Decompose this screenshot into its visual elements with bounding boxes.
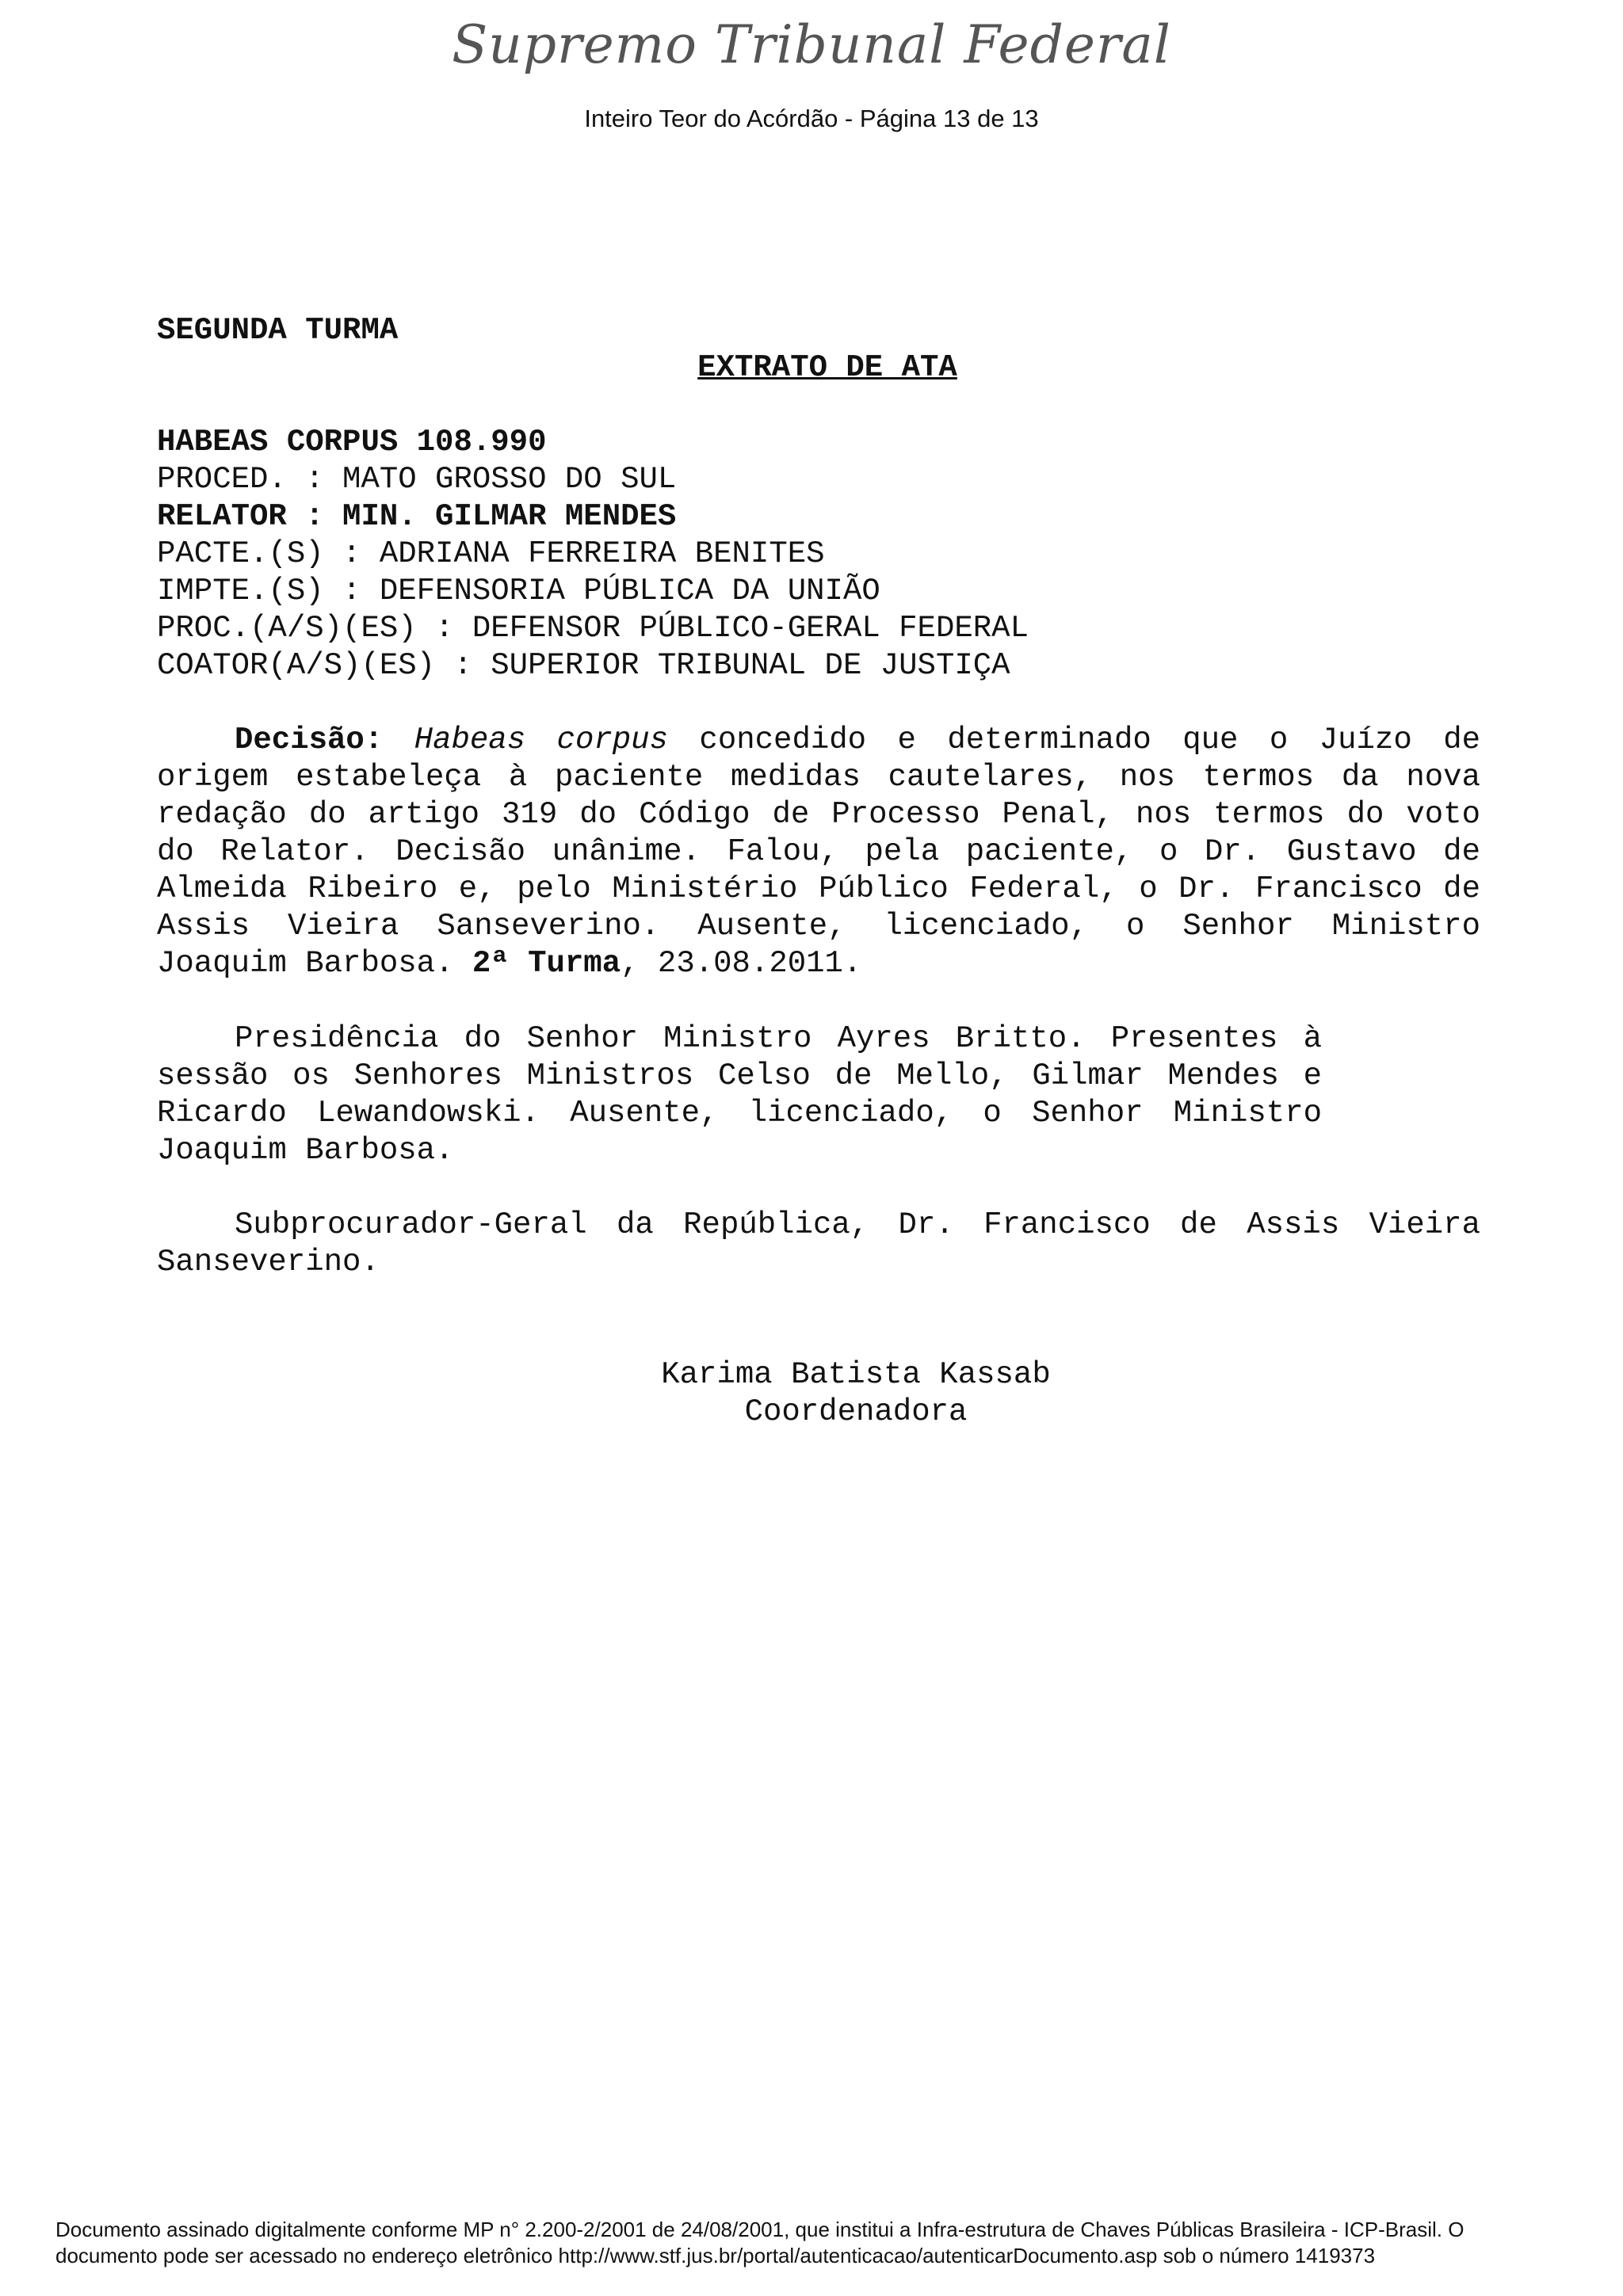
signature-name: Karima Batista Kassab <box>661 1357 1051 1392</box>
decisao-label: Decisão: <box>235 723 384 757</box>
case-title: HABEAS CORPUS 108.990 <box>157 425 547 460</box>
habeas-corpus-italic: Habeas corpus <box>414 723 668 757</box>
impte-line: IMPTE.(S) : DEFENSORIA PÚBLICA DA UNIÃO <box>157 574 880 608</box>
proc-line: PROC.(A/S)(ES) : DEFENSOR PÚBLICO-GERAL FEDERAL <box>157 611 1029 646</box>
proced-line: PROCED. : MATO GROSSO DO SUL <box>157 462 677 497</box>
relator-line: RELATOR : MIN. GILMAR MENDES <box>157 499 677 534</box>
decisao-paragraph <box>157 722 1480 982</box>
case-header-block <box>157 424 1480 685</box>
decisao-text-2: , 23.08.2011. <box>621 946 862 981</box>
page-info: Inteiro Teor do Acórdão - Página 13 de 13 <box>584 105 1039 132</box>
footer-line-2: documento pode ser acessado no endereço eletrônico http://www.stf.jus.br/portal/autenticacao/autenticarDocumento.asp sob o número 1419373 <box>55 2244 1376 2267</box>
decisao-text-1: concedido e determinado que o Juízo de origem estabeleça à paciente medidas cautelares, nos termos da nova redação do artigo 319 do Código de Processo Penal, nos termos do voto do Relator. Decisão unânime. Falou, pela paciente, o Dr. Gustavo de Almeida Ribeiro e, pelo Ministério Público Federal, o Dr. Francisco de Assis Vieira Sanseverino. Ausente, licenciado, o Senhor Ministro Joaquim Barbosa. <box>157 723 1481 981</box>
signature-block <box>618 1356 1094 1431</box>
presidencia-paragraph: Presidência do Senhor Ministro Ayres Britto. Presentes à sessão os Senhores Ministros Celso de Mello, Gilmar Mendes e Ricardo Lewandowski. Ausente, licenciado, o Senhor Ministro Joaquim Barbosa. <box>157 1021 1322 1168</box>
court-name-header: Supremo Tribunal Federal <box>452 14 1171 75</box>
digital-signature-footer <box>55 2217 1577 2269</box>
extrato-title: EXTRATO DE ATA <box>697 350 957 385</box>
coator-line: COATOR(A/S)(ES) : SUPERIOR TRIBUNAL DE JUSTIÇA <box>157 648 1010 683</box>
footer-line-1: Documento assinado digitalmente conforme MP n° 2.200-2/2001 de 24/08/2001, que institui a Infra-estrutura de Chaves Públicas Brasileira - ICP-Brasil. O <box>55 2218 1465 2241</box>
signature-role: Coordenadora <box>744 1394 968 1429</box>
subprocurador-paragraph: Subprocurador-Geral da República, Dr. Francisco de Assis Vieira Sanseverino. <box>157 1207 1480 1280</box>
turma-heading: SEGUNDA TURMA <box>157 313 399 348</box>
pacte-line: PACTE.(S) : ADRIANA FERREIRA BENITES <box>157 536 825 571</box>
turma-bold: 2ª Turma <box>472 946 621 981</box>
